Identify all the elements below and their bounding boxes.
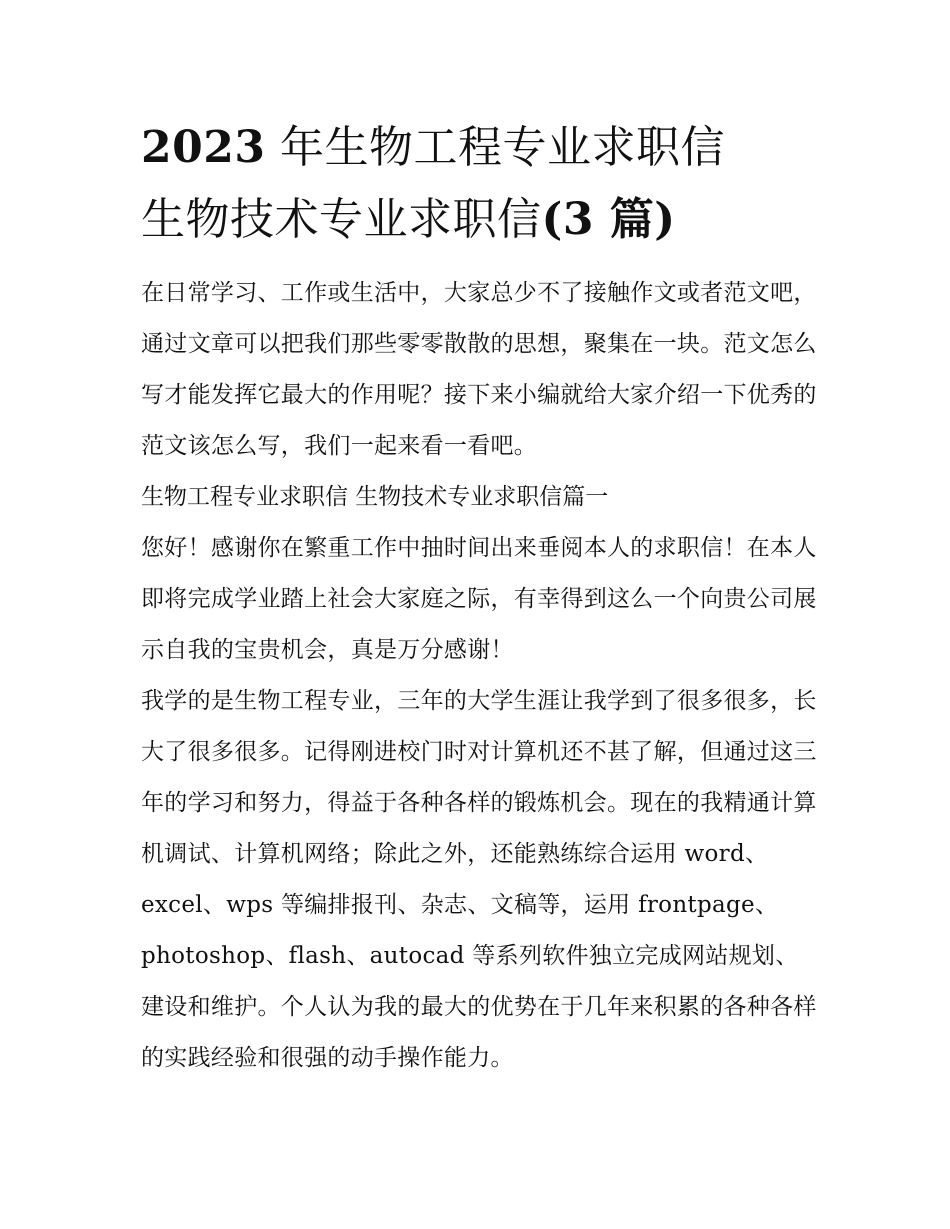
document-body [141, 112, 821, 1084]
body-paragraph-2: 我学的是生物工程专业，三年的大学生涯让我学到了很多很多，长大了很多很多。记得刚进校门时对计算机还不甚了解，但通过这三年的学习和努力，得益于各种各样的锻炼机会。现在的我精通计算机调试、计算机网络；除此之外，还能熟练综合运用 word、excel、wps 等编排报刊、杂志、文稿等，运用 frontpage、photoshop、flash、autocad 等系列软件独立完成网站规划、建设和维护。个人认为我的最大的优势在于几年来积累的各种各样的实践经验和很强的动手操作能力。 [141, 688, 817, 1071]
title-line-2-text: 生物技术专业求职信 [141, 194, 542, 245]
intro-paragraph: 在日常学习、工作或生活中，大家总少不了接触作文或者范文吧，通过文章可以把我们那些零零散散的思想，聚集在一块。范文怎么写才能发挥它最大的作用呢？接下来小编就给大家介绍一下优秀的范文该怎么写，我们一起来看一看吧。 [141, 280, 817, 459]
title-line-2 [141, 184, 821, 256]
document-title [141, 112, 821, 256]
title-line-1-text: 年生物工程专业求职信 [265, 122, 725, 173]
body-paragraph-1: 您好！感谢你在繁重工作中抽时间出来垂阅本人的求职信！在本人即将完成学业踏上社会大家庭之际，有幸得到这么一个向贵公司展示自我的宝贵机会，真是万分感谢！ [141, 535, 817, 663]
section-heading: 生物工程专业求职信 生物技术专业求职信篇一 [141, 484, 609, 510]
title-line-1 [141, 112, 821, 184]
title-year: 2023 [141, 122, 266, 173]
title-count: (3 篇) [541, 194, 676, 245]
